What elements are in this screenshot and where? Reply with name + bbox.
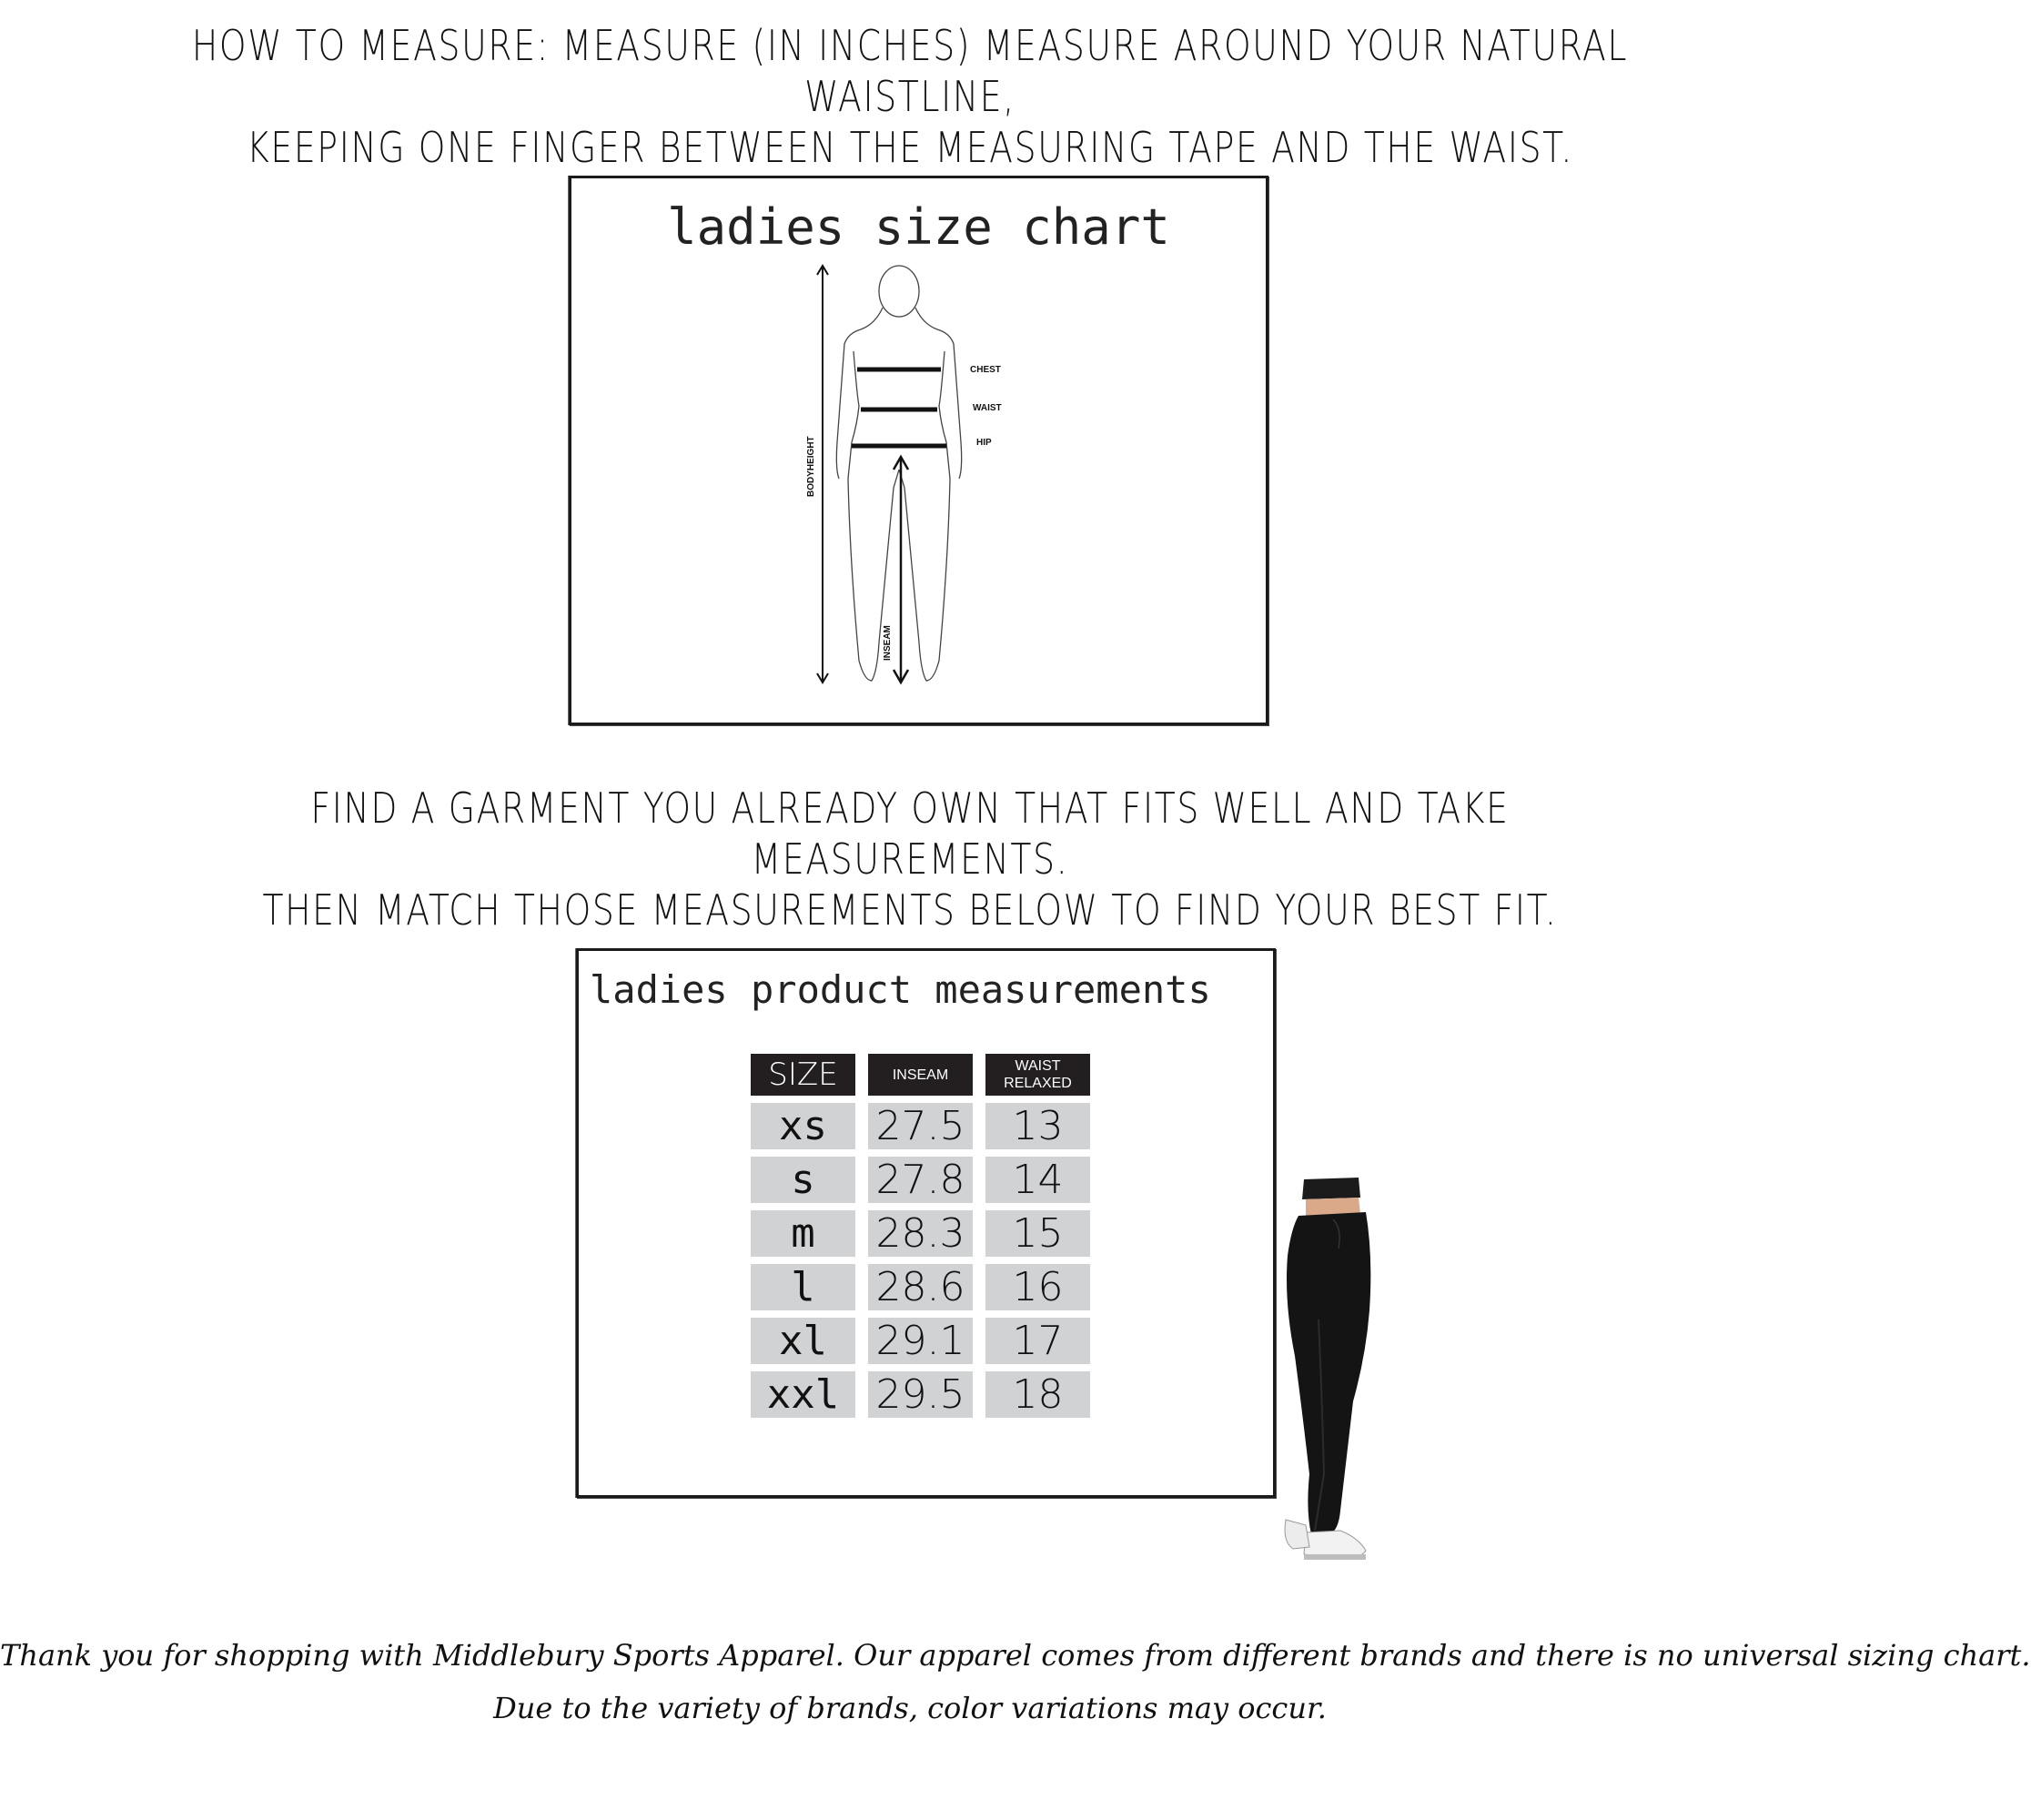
waist-header-line-2: RELAXED	[1004, 1076, 1072, 1091]
size-chart-panel	[569, 176, 1268, 725]
inseam-cell: 27.5	[868, 1103, 973, 1149]
bodyheight-arrow	[817, 266, 828, 682]
footer-note	[0, 1629, 2031, 1734]
size-cell: xxl	[751, 1371, 855, 1418]
inseam-header: INSEAM	[868, 1054, 973, 1096]
footer-line-1: Thank you for shopping with Middlebury Sports Apparel. Our apparel comes from different brands and there is no universal sizing chart.	[0, 1638, 2031, 1673]
instructions-line-1: FIND A GARMENT YOU ALREADY OWN THAT FITS WELL AND TAKE MEASUREMENTS.	[310, 784, 1510, 884]
waist-header-line-1: WAIST	[1015, 1058, 1061, 1074]
waist-cell: 14	[985, 1157, 1090, 1203]
waist-relaxed-header	[985, 1054, 1090, 1096]
inseam-cell: 28.3	[868, 1210, 973, 1257]
inseam-arrow	[894, 457, 908, 682]
size-cell: s	[751, 1157, 855, 1203]
waist-cell: 17	[985, 1318, 1090, 1364]
chest-label: CHEST	[970, 365, 1001, 375]
inseam-cell: 28.6	[868, 1264, 973, 1310]
size-chart-title: ladies size chart	[667, 198, 1170, 256]
model-photo	[1278, 1174, 1401, 1583]
female-silhouette	[836, 266, 961, 681]
intro-line-1: HOW TO MEASURE: MEASURE (IN INCHES) MEASURE AROUND YOUR NATURAL WAISTLINE,	[191, 21, 1629, 121]
inseam-label: INSEAM	[883, 625, 893, 661]
instructions-line-2: THEN MATCH THOSE MEASUREMENTS BELOW TO FIND YOUR BEST FIT.	[262, 885, 1558, 935]
table-row	[751, 1210, 1090, 1257]
intro-line-2: KEEPING ONE FINGER BETWEEN THE MEASURING TAPE AND THE WAIST.	[246, 123, 1574, 172]
waist-cell: 18	[985, 1371, 1090, 1418]
size-cell: m	[751, 1210, 855, 1257]
size-cell: xl	[751, 1318, 855, 1364]
size-cell: l	[751, 1264, 855, 1310]
table-row	[751, 1318, 1090, 1364]
measuring-intro	[164, 20, 1656, 173]
model-figure	[1285, 1178, 1370, 1560]
waist-label: WAIST	[973, 403, 1002, 413]
waist-cell: 15	[985, 1210, 1090, 1257]
fit-instructions	[164, 783, 1656, 935]
inseam-cell: 27.8	[868, 1157, 973, 1203]
waist-cell: 16	[985, 1264, 1090, 1310]
table-header-row	[751, 1054, 1090, 1096]
footer-line-2: Due to the variety of brands, color variations may occur.	[493, 1691, 1327, 1725]
body-figure-diagram	[806, 260, 1054, 688]
waist-cell: 13	[985, 1103, 1090, 1149]
measurement-bands	[852, 369, 946, 446]
measurements-panel	[576, 948, 1276, 1498]
table-row	[751, 1371, 1090, 1418]
table-row	[751, 1157, 1090, 1203]
table-row	[751, 1264, 1090, 1310]
size-header: SIZE	[751, 1054, 855, 1096]
inseam-cell: 29.1	[868, 1318, 973, 1364]
measurements-table	[738, 1046, 1103, 1425]
inseam-cell: 29.5	[868, 1371, 973, 1418]
size-cell: xs	[751, 1103, 855, 1149]
bodyheight-label: BODYHEIGHT	[806, 436, 816, 497]
hip-label: HIP	[976, 438, 992, 448]
table-row	[751, 1103, 1090, 1149]
measurements-title: ladies product measurements	[590, 967, 1211, 1012]
